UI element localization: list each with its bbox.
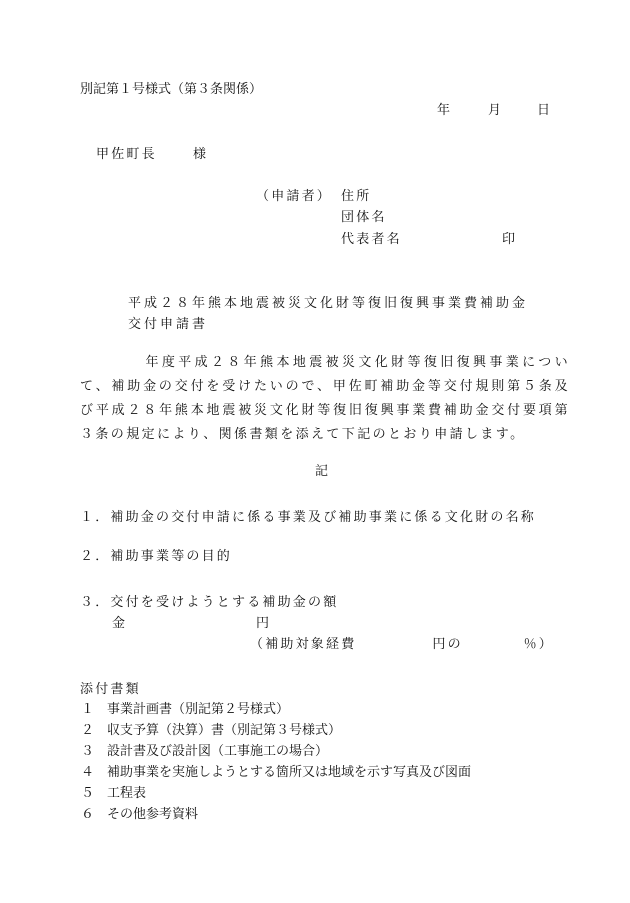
attachment-item: 事業計画書（別記第２号様式） [107, 702, 290, 717]
item-1: １．補助金の交付申請に係る事業及び補助事業に係る文化財の名称 [80, 510, 537, 525]
attachment-number: ６ [81, 807, 95, 822]
form-reference: 別記第１号様式（第３条関係） [80, 82, 263, 97]
document-title-line1: 平成２８年熊本地震被災文化財等復旧復興事業費補助金 [128, 296, 529, 311]
date-year: 年 [437, 103, 451, 118]
attachment-number: ３ [81, 744, 95, 759]
attachment-item: その他参考資料 [107, 807, 199, 822]
attachment-item: 設計書及び設計図（工事施工の場合） [107, 744, 329, 759]
attachment-number: ４ [81, 765, 95, 780]
applicant-address-label: 住所 [341, 189, 372, 204]
attachments-heading: 添付書類 [80, 682, 141, 697]
date-month: 月 [488, 103, 502, 118]
amount-label: 金 [112, 616, 126, 631]
attachment-number: ５ [81, 786, 95, 801]
attachment-number: １ [81, 702, 95, 717]
attachment-number: ２ [81, 723, 95, 738]
date-day: 日 [537, 103, 551, 118]
attachment-item: 工程表 [107, 786, 147, 801]
amount-breakdown: （補助対象経費 円の ％） [250, 637, 555, 652]
item-3: ３．交付を受けようとする補助金の額 [80, 595, 339, 610]
seal-mark: 印 [502, 232, 516, 247]
attachment-item: 補助事業を実施しようとする箇所又は地域を示す写真及び図面 [107, 765, 472, 780]
applicant-rep-label: 代表者名 [341, 232, 402, 247]
applicant-label: （申請者） [256, 189, 333, 204]
addressee-honorific: 様 [193, 147, 207, 162]
yen-label: 円 [256, 616, 270, 631]
ki-heading: 記 [315, 464, 329, 479]
addressee-name: 甲佐町長 [96, 147, 157, 162]
body-paragraph: 年度平成２８年熊本地震被災文化財等復旧復興事業について、補助金の交付を受けたいので、甲佐町補助金等交付規則第５条及び平成２８年熊本地震被災文化財等復旧復興事業費補助金交付要項第３条の規定により、関係書類を添えて下記のとおり申請します。 [80, 355, 570, 442]
document-title-line2: 交付申請書 [128, 317, 209, 332]
attachment-item: 収支予算（決算）書（別記第３号様式） [107, 723, 342, 738]
item-2: ２．補助事業等の目的 [80, 549, 233, 564]
applicant-org-label: 団体名 [341, 210, 387, 225]
